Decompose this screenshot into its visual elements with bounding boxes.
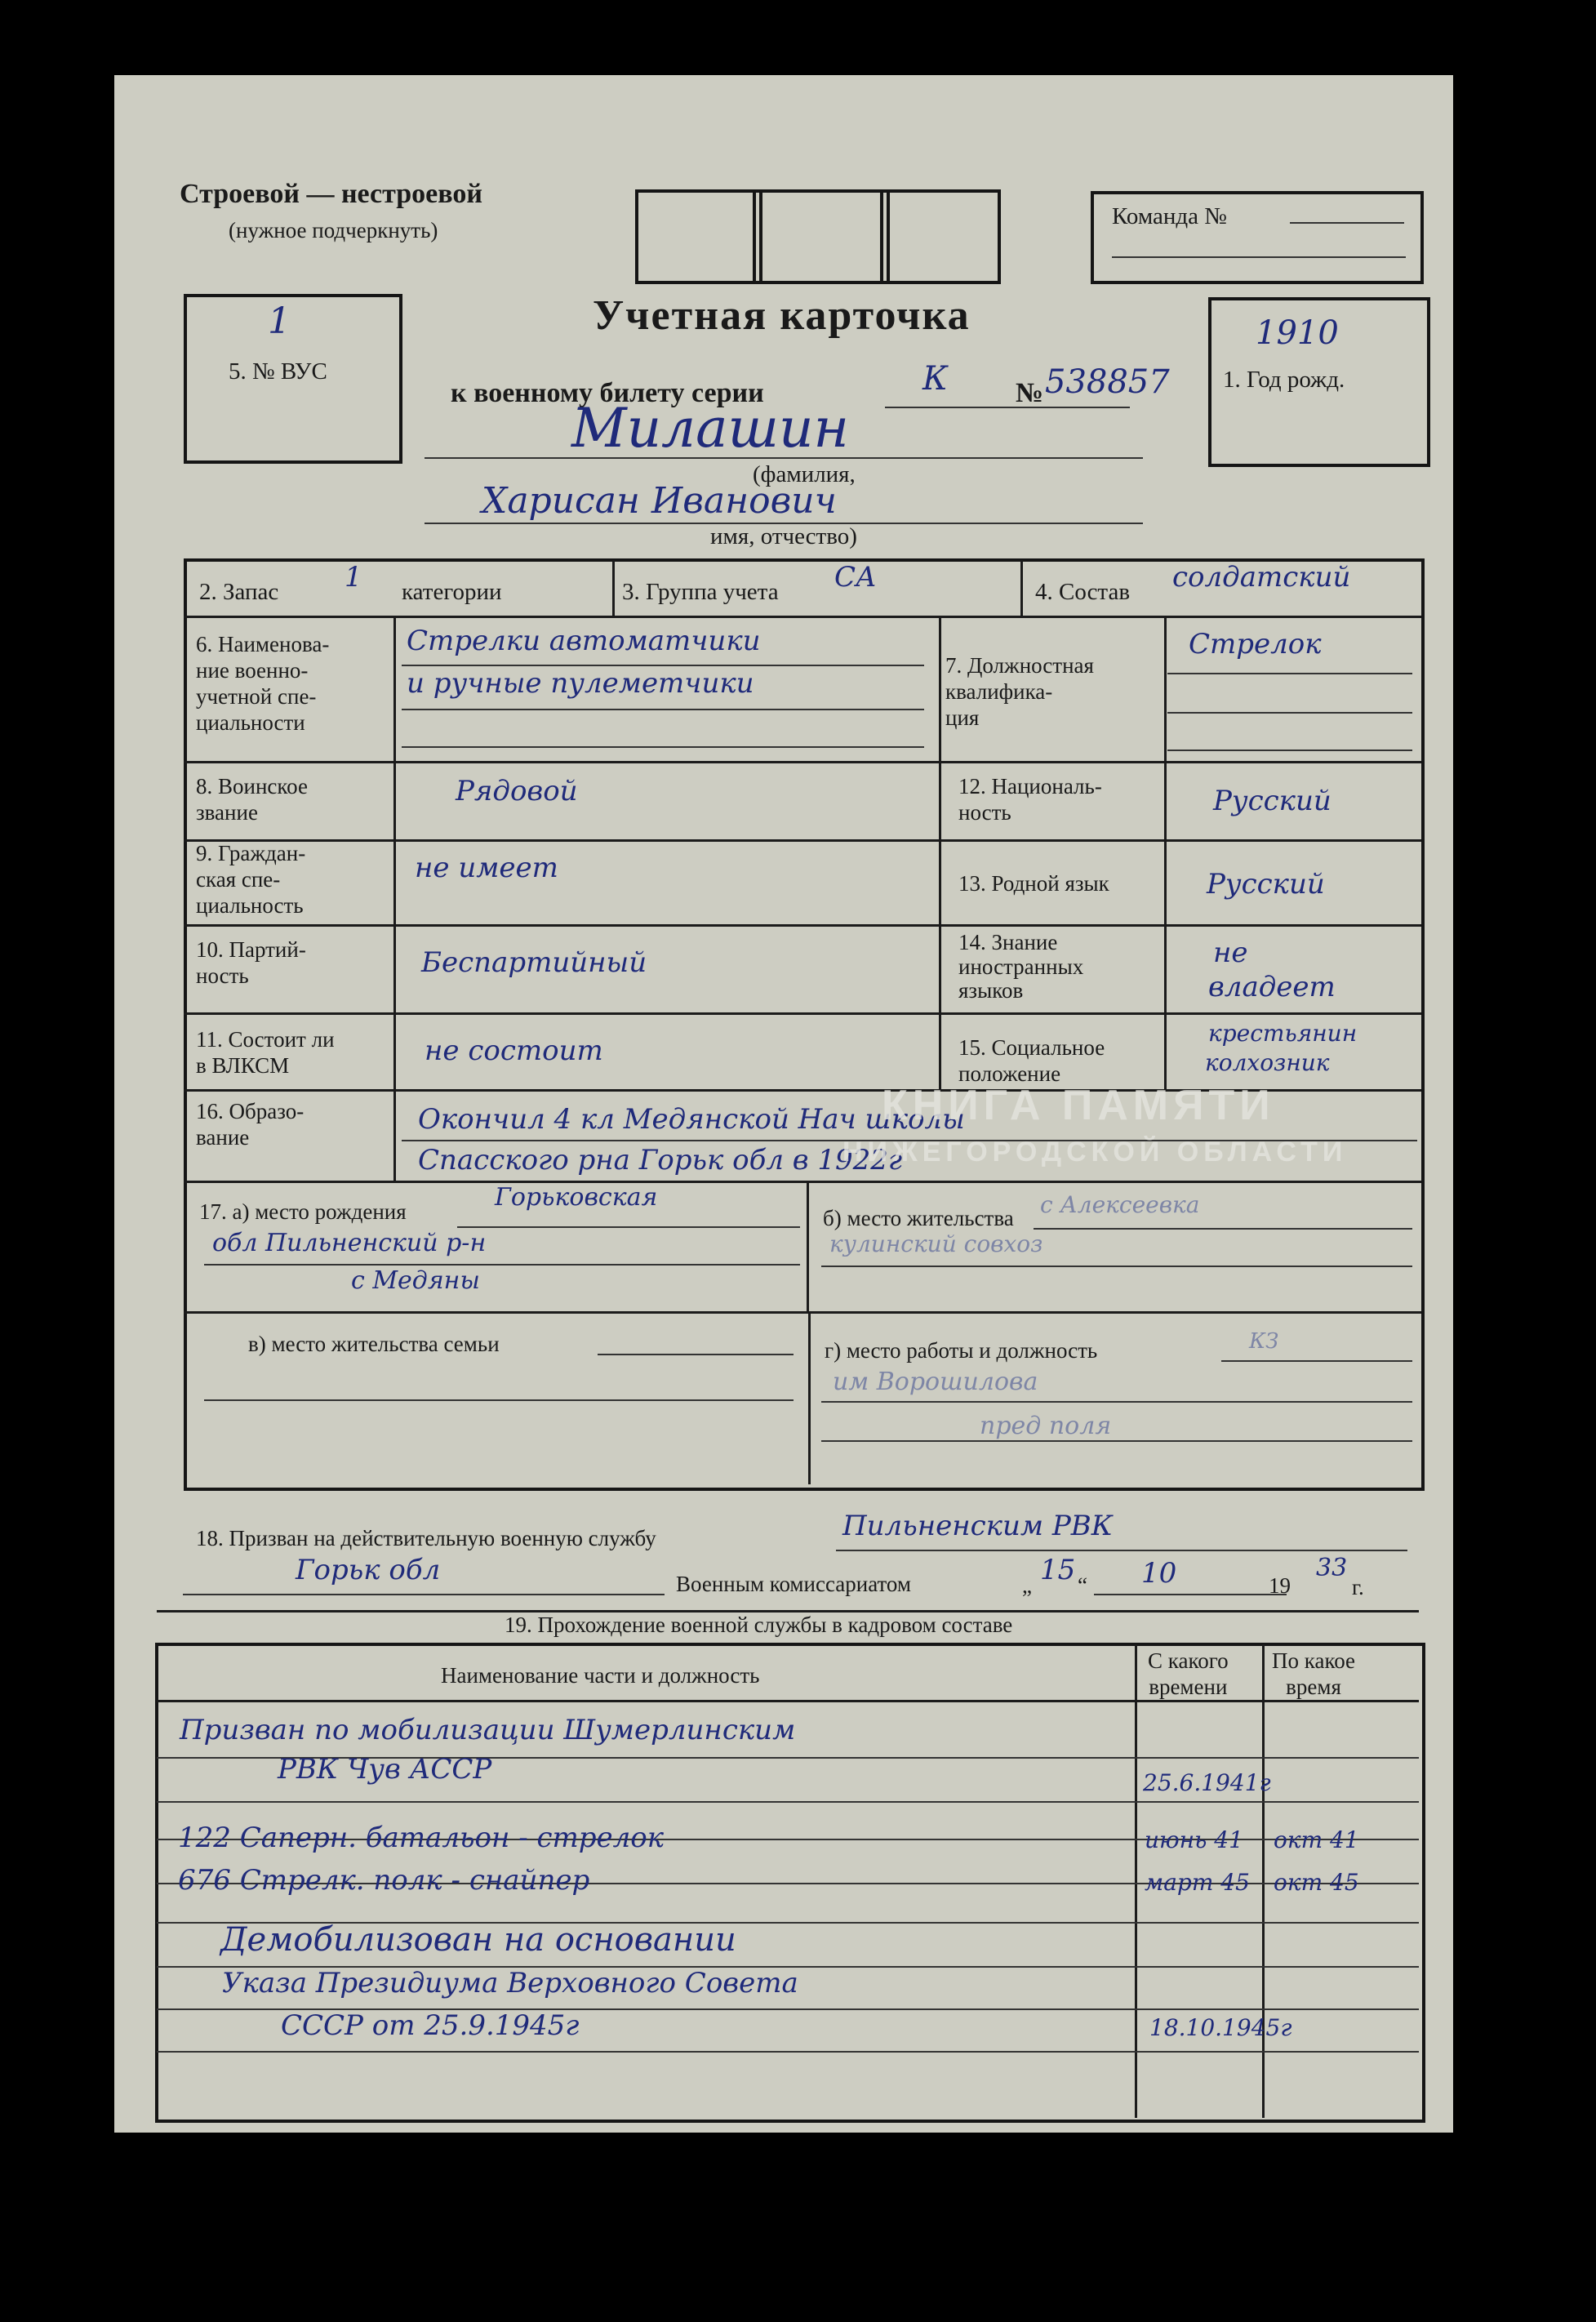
col-from-header: С какого времени: [1148, 1648, 1229, 1700]
called-day: 15: [1040, 1554, 1076, 1586]
staff-value: солдатский: [1172, 561, 1351, 594]
page-title: Учетная карточка: [593, 292, 971, 339]
service-row-6-unit: Указа Президиума Верховного Совета: [222, 1967, 798, 2000]
underline: [821, 1440, 1412, 1442]
team-underline: [1290, 222, 1404, 224]
specialty-label: 6. Наименова- ние военно- учетной спе- циальности: [196, 632, 330, 735]
underline: [836, 1550, 1407, 1551]
nationality-value: Русский: [1213, 785, 1331, 817]
row-line: [184, 616, 1421, 618]
underline: [183, 1594, 665, 1595]
language-value: Русский: [1207, 868, 1325, 901]
rank-value: Рядовой: [456, 775, 578, 807]
underline: [598, 1354, 794, 1355]
work-value-1: КЗ: [1249, 1329, 1279, 1354]
underline: [1167, 750, 1412, 751]
position-value: Стрелок: [1189, 628, 1322, 661]
birthplace-value-1: Горьковская: [495, 1183, 658, 1212]
row-line: [184, 1181, 1421, 1183]
called-month: 10: [1141, 1557, 1177, 1590]
surname-value: Милашин: [571, 397, 849, 460]
birth-year-label: 1. Год рожд.: [1223, 367, 1345, 393]
col-line: [1135, 1644, 1137, 2118]
language-label: 13. Родной язык: [958, 871, 1109, 896]
called-year-unit: г.: [1352, 1575, 1364, 1599]
service-title: 19. Прохождение военной службы в кадровом составе: [505, 1612, 1013, 1637]
code-box-3: [880, 189, 1001, 284]
specialty-value-2: и ручные пулеметчики: [407, 667, 754, 700]
underline: [457, 1226, 800, 1228]
row-line: [184, 761, 1421, 763]
underline: [402, 709, 924, 710]
group-label: 3. Группа учета: [622, 579, 779, 605]
service-row-4-unit: 676 Стрелк. полк - снайпер: [178, 1864, 590, 1897]
foreign-value-2: владеет: [1208, 971, 1336, 1003]
code-box-1: [635, 189, 762, 284]
underline: [1034, 1228, 1412, 1230]
name-label: имя, отчество): [710, 523, 857, 549]
col-line: [393, 616, 396, 1182]
col-unit-header: Наименование части и должность: [441, 1663, 760, 1688]
service-row-3-to: окт 41: [1274, 1826, 1359, 1853]
surname-label: (фамилия,: [753, 461, 856, 487]
foreign-label: 14. Знание иностранных языков: [958, 930, 1084, 1003]
birthplace-value-3: с Медяны: [351, 1266, 480, 1295]
underline: [1094, 1594, 1287, 1595]
team-label: Команда №: [1112, 203, 1227, 229]
party-value: Беспартийный: [421, 946, 647, 979]
quote-close: “: [1078, 1573, 1087, 1598]
vus-value: 1: [268, 300, 291, 342]
work-label: г) место работы и должность: [825, 1338, 1098, 1363]
underline: [821, 1266, 1412, 1267]
underline: [821, 1401, 1412, 1403]
social-value-2: колхозник: [1205, 1049, 1330, 1076]
registration-card: [114, 75, 1453, 2133]
ticket-underline: [885, 407, 1130, 408]
birthplace-value-2: обл Пильненский р-н: [212, 1229, 487, 1257]
underline: [1167, 673, 1412, 674]
col-line: [808, 1311, 811, 1484]
underline: [1167, 712, 1412, 714]
called-value-1: Пильненским РВК: [842, 1510, 1114, 1542]
nationality-label: 12. Националь- ность: [958, 774, 1102, 825]
group-value: СА: [834, 561, 877, 594]
birthplace-label: 17. а) место рождения: [199, 1199, 407, 1224]
staff-label: 4. Состав: [1035, 579, 1131, 605]
quote-open: „: [1022, 1573, 1032, 1598]
row-line: [184, 839, 1421, 842]
underline: [157, 1801, 1419, 1803]
row-line: [184, 924, 1421, 927]
ticket-series-label: к военному билету серии: [451, 378, 764, 408]
underline: [204, 1399, 794, 1401]
family-label: в) место жительства семьи: [248, 1332, 500, 1356]
col-line: [1262, 1644, 1265, 2118]
specialty-value-1: Стрелки автоматчики: [407, 625, 761, 657]
row-line: [184, 1311, 1421, 1314]
underline: [402, 746, 924, 748]
row-line: [184, 1012, 1421, 1015]
work-value-3: пред поля: [980, 1412, 1112, 1440]
header-line: [157, 1700, 1419, 1702]
reserve-value: 1: [345, 561, 362, 594]
underline-hint: (нужное подчеркнуть): [229, 218, 438, 242]
service-row-7-from: 18.10.1945г: [1149, 2014, 1292, 2041]
col-line: [1020, 560, 1023, 617]
komsomol-label: 11. Состоит ли в ВЛКСМ: [196, 1027, 335, 1078]
komsomol-value: не состоит: [425, 1034, 603, 1067]
underline: [157, 2051, 1419, 2053]
ticket-number-value: 538857: [1045, 363, 1170, 401]
watermark-line-1: КНИГА ПАМЯТИ: [882, 1082, 1275, 1129]
col-to-header: По какое время: [1272, 1648, 1356, 1700]
ticket-number-label: №: [1016, 378, 1044, 408]
reserve-label-pre: 2. Запас: [199, 579, 279, 605]
name-value: Харисан Иванович: [482, 480, 837, 522]
col-line: [612, 560, 615, 617]
commissariat-label: Военным комиссариатом: [676, 1572, 911, 1596]
col-line: [807, 1181, 809, 1313]
service-row-3-from: июнь 41: [1145, 1826, 1243, 1853]
called-label: 18. Призван на действительную военную службу: [196, 1526, 656, 1550]
watermark-line-2: НИЖЕГОРОДСКОЙ ОБЛАСТИ: [842, 1137, 1348, 1168]
surname-underline: [425, 457, 1143, 459]
service-row-5-unit: Демобилизован на основании: [220, 1921, 736, 1959]
ticket-series-value: К: [922, 360, 948, 398]
called-value-2: Горьк обл: [296, 1554, 441, 1586]
foreign-value-1: не: [1213, 936, 1248, 969]
service-row-4-from: март 45: [1145, 1869, 1250, 1896]
education-value-2: Спасского рна Горьк обл в 1922г: [418, 1144, 903, 1177]
education-label: 16. Образо- вание: [196, 1099, 305, 1150]
social-label: 15. Социальное положение: [958, 1035, 1105, 1086]
code-box-2: [753, 189, 890, 284]
service-row-7-unit: СССР от 25.9.1945г: [281, 2009, 580, 2042]
rank-label: 8. Воинское звание: [196, 774, 308, 825]
residence-value-1: с Алексеевка: [1040, 1191, 1200, 1218]
residence-label: б) место жительства: [823, 1206, 1014, 1230]
col-line: [1164, 616, 1167, 1091]
called-year-prefix: 19: [1269, 1573, 1291, 1598]
service-row-1-unit: Призван по мобилизации Шумерлинским: [180, 1714, 796, 1746]
service-row-2-unit: РВК Чув АССР: [278, 1753, 492, 1786]
position-label: 7. Должностная квалифика- ция: [945, 653, 1094, 730]
social-value-1: крестьянин: [1208, 1020, 1358, 1047]
underline: [1221, 1360, 1412, 1362]
vus-label: 5. № ВУС: [229, 358, 327, 385]
birth-year-value: 1910: [1256, 314, 1339, 352]
service-row-2-from: 25.6.1941г: [1143, 1769, 1271, 1796]
service-row-4-to: окт 45: [1274, 1869, 1359, 1896]
called-year-suffix: 33: [1316, 1554, 1348, 1582]
party-label: 10. Партий- ность: [196, 937, 306, 988]
civil-label: 9. Граждан- ская спе- циальность: [196, 841, 306, 918]
underline: [204, 1264, 800, 1266]
underline: [402, 665, 924, 666]
col-line: [939, 616, 941, 1091]
residence-value-2: кулинский совхоз: [829, 1230, 1043, 1257]
reserve-label-post: категории: [402, 579, 502, 605]
work-value-2: им Ворошилова: [833, 1368, 1038, 1396]
team-underline-2: [1112, 256, 1406, 258]
civil-value: не имеет: [415, 852, 558, 884]
status-options: Строевой — нестроевой: [180, 179, 482, 209]
service-row-3-unit: 122 Саперн. батальон - стрелок: [178, 1822, 665, 1854]
education-value-1: Окончил 4 кл Медянской Нач школы: [418, 1103, 965, 1136]
